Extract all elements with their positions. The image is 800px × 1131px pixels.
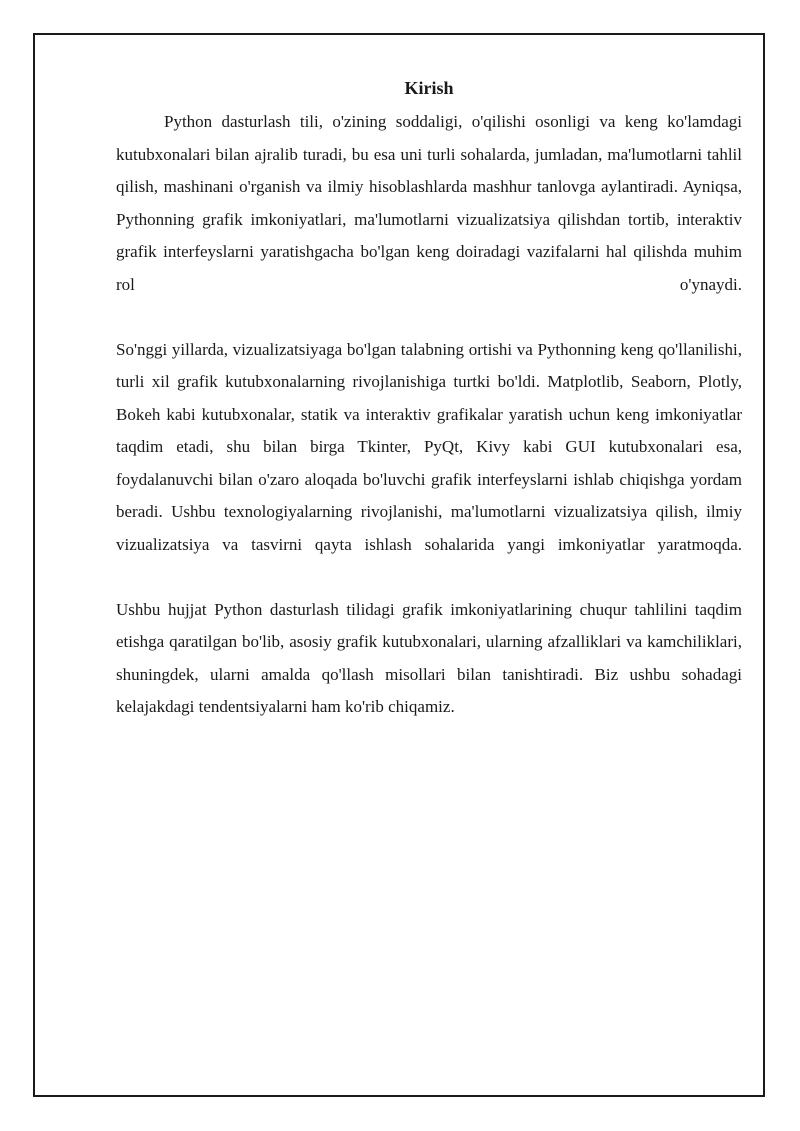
paragraph-spacer bbox=[116, 301, 742, 334]
page-title: Kirish bbox=[404, 78, 454, 98]
paragraph-spacer bbox=[116, 561, 742, 594]
paragraph-intro: Python dasturlash tili, o'zining soddaligi, o'qilishi osonligi va keng ko'lamdagi kutubxonalari bilan ajralib turadi, bu esa uni turli sohalarda, jumladan, ma'lumotlarni tahlil qilish, mashinani o'rganish va ilmiy hisoblashlarda mashhur tanlovga aylantiradi. Ayniqsa, Pythonning grafik imkoniyatlari, ma'lumotlarni vizualizatsiya qilishdan tortib, interaktiv grafik interfeyslarni yaratishgacha bo'lgan keng doiradagi vazifalarni hal qilishda muhim rol o'ynaydi. bbox=[116, 112, 742, 294]
paragraph-libraries: So'nggi yillarda, vizualizatsiyaga bo'lgan talabning ortishi va Pythonning keng qo'llanilishi, turli xil grafik kutubxonalarning rivojlanishiga turtki bo'ldi. Matplotlib, Seaborn, Plotly, Bokeh kabi kutubxonalar, statik va interaktiv grafikalar yaratish uchun keng imkoniyatlar taqdim etadi, shu bilan birga Tkinter, PyQt, Kivy kabi GUI kutubxonalari esa, foydalanuvchi bilan o'zaro aloqada bo'luvchi grafik interfeyslarni ishlab chiqishga yordam beradi. Ushbu texnologiyalarning rivojlanishi, ma'lumotlarni vizualizatsiya qilish, ilmiy vizualizatsiya va tasvirni qayta ishlash sohalarida yangi imkoniyatlar yaratmoqda. bbox=[116, 339, 742, 554]
document-body bbox=[116, 76, 742, 724]
paragraph-purpose: Ushbu hujjat Python dasturlash tilidagi grafik imkoniyatlarining chuqur tahlilini taqdim etishga qaratilgan bo'lib, asosiy grafik kutubxonalari, ularning afzalliklari va kamchiliklari, shuningdek, ularni amalda qo'llash misollari bilan tanishtiradi. Biz ushbu sohadagi kelajakdagi tendentsiyalarni ham ko'rib chiqamiz. bbox=[116, 599, 742, 716]
